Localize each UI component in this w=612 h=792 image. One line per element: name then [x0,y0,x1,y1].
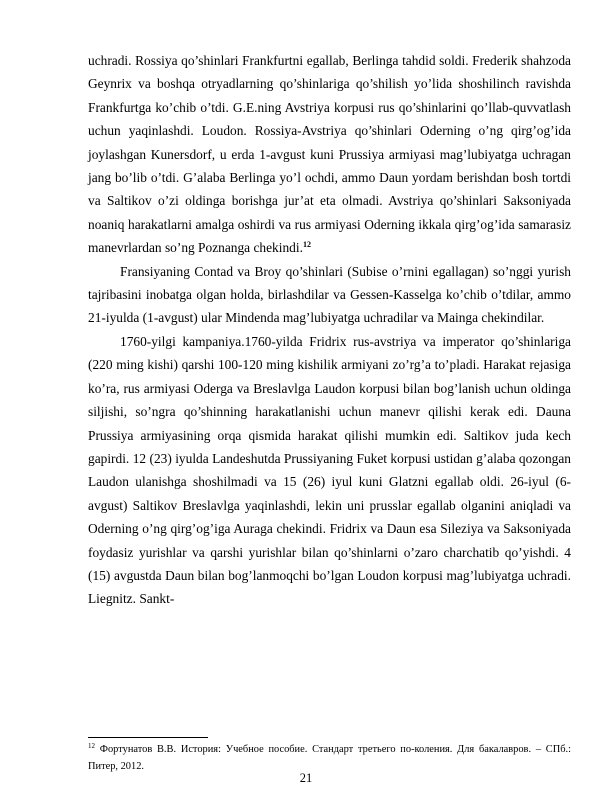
footnote-separator [88,737,208,738]
footnote-text: Фортунатов В.В. История: Учебное пособие. Стандарт третьего по-коления. Для бакалавров. – СПб.: Питер, 2012. [88,744,571,772]
paragraph-2: Fransiyaning Contad va Broy qo’shinlari (Subise o’rnini egallagan) so’nggi yurish tajribasini inobatga olgan holda, birlashdilar va Gessen-Kasselga ko’chib o’tdilar, ammo 21-iyulda (1-avgust) ular Mindenda mag’lubiyatga uchradilar va Mainga chekindilar. [88,263,571,326]
footnote-number: 12 [88,742,95,750]
page-body [88,49,571,611]
paragraph-1-text: uchradi. Rossiya qo’shinlari Frankfurtni egallab, Berlinga tahdid soldi. Frederik shahzoda Geynrix va boshqa otryadlarning qo’shinlariga qo’shilish yo’lida shoshilinch ravishda Frankfurtga ko’chib o’tdi. G.E.ning Avstriya korpusi rus qo’shinlarini qo’llab-quvvatlash uchun yaqinlashdi. Loudon. Rossiya-Avstriya qo’shinlari Oderning o’ng qirg’og’ida joylashgan Kunersdorf, u erda 1-avgust kuni Prussiya armiyasi mag’lubiyatga uchragan jang bo’lib o’tdi. G’alaba Berlinga yo’l ochdi, ammo Daun yordam berishdan bosh tortdi va Saltikov o’zi oldinga borishga jur’at eta olmadi. Avstriya qo’shinlari Saksoniyada noaniq harakatlarni amalga oshirdi va rus armiyasi Oderning ikkala qirg’og’ida samarasiz manevrlardan so’ng Poznanga chekindi. [88,53,571,256]
paragraph-3: 1760-yilgi kampaniya.1760-yilda Fridrix rus-avstriya va imperator qo’shinlariga (220 ming kishi) qarshi 100-120 ming kishilik armiyani zo’rg’a to’pladi. Harakat rejasiga ko’ra, rus armiyasi Oderga va Breslavlga Laudon korpusi bilan bog’lanish uchun oldinga siljishi, so’ngra qo’shinning harakatlanishi uchun manevr qilishi kerak edi. Dauna Prussiya armiyasining orqa qismida harakat qilishi mumkin edi. Saltikov juda kech gapirdi. 12 (23) iyulda Landeshutda Prussiyaning Fuket korpusi ustidan g’alaba qozongan Laudon ulanishga shoshilmadi va 15 (26) iyul kuni Glatzni egallab oldi. 26-iyul (6-avgust) Saltikov Breslavlga yaqinlashdi, lekin uni prusslar egallab olganini aniqladi va Oderning o’ng qirg’og’iga Auraga chekindi. Fridrix va Daun esa Sileziya va Saksoniyada foydasiz yurishlar va qarshi yurishlar bilan qo’shinlarni o’zaro charchatib qo’yishdi. 4 (15) avgustda Daun bilan bog’lanmoqchi bo’lgan Loudon korpusi mag’lubiyatga uchradi. Liegnitz. Sankt- [88,333,571,607]
footnote-ref[interactable]: 12 [302,240,311,250]
paragraph-1 [88,49,571,260]
footnote [88,741,571,775]
page-number: 21 [299,771,313,785]
